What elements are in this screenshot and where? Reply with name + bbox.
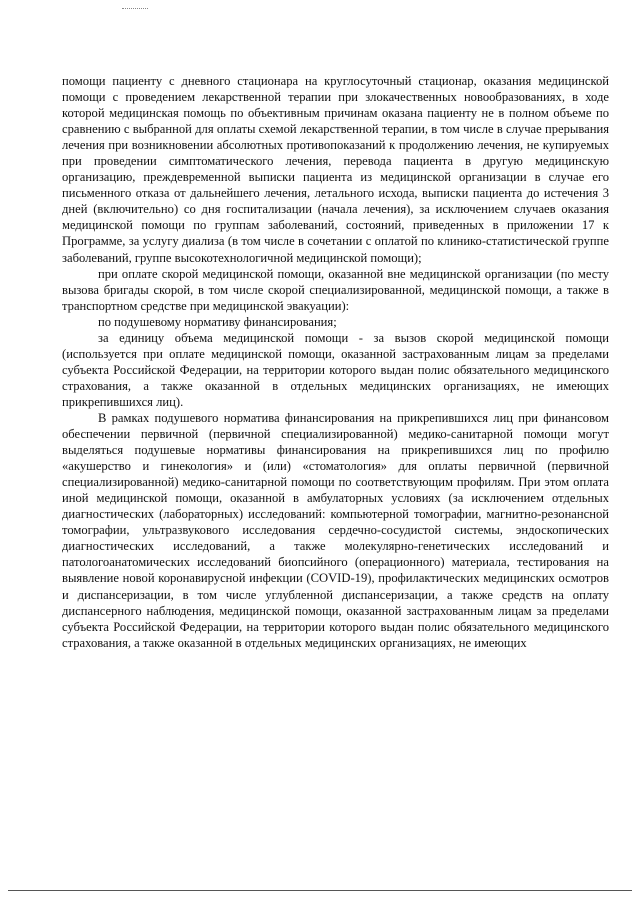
page-bottom-rule — [8, 890, 632, 891]
paragraph-per-capita-standard: В рамках подушевого норматива финансирования на прикрепившихся лиц при финансовом обеспечении первичной (первичной специализированной) медико-санитарной помощи могут выделяться подушевые нормативы финансирования на прикрепившихся лиц по профилю «акушерство и гинекология» и (или) «стоматология» для оплаты первичной (первичной специализированной) медико-санитарной помощи по соответствующим профилям. При этом оплата иной медицинской помощи, оказанной в амбулаторных условиях (за исключением отдельных диагностических (лабораторных) исследований: компьютерной томографии, магнитно-резонансной томографии, ультразвукового исследования сердечно-сосудистой системы, эндоскопических диагностических исследований, а также молекулярно-генетических исследований и патологоанатомических исследований биопсийного (операционного) материала, тестирования на выявление новой коронавирусной инфекции (COVID-19), профилактических медицинских осмотров и диспансеризации, в том числе углубленной диспансеризации, а также средств на оплату диспансерного наблюдения, медицинской помощи, оказанной застрахованным лицам за пределами субъекта Российской Федерации, на территории которого выдан полис обязательного медицинского страхования, а также оказанной в отдельных медицинских организациях, не имеющих — [62, 410, 609, 650]
paragraph-continuation: помощи пациенту с дневного стационара на круглосуточный стационар, оказания медицинской помощи с проведением лекарственной терапии при злокачественных новообразованиях, в ходе которой медицинская помощь по объективным причинам оказана пациенту не в полном объеме по сравнению с выбранной для оплаты схемой лекарственной терапии, в том числе в случае прерывания лечения при возникновении абсолютных противопоказаний к продолжению лечения, не купируемых при проведении симптоматического лечения, перевода пациента в другую медицинскую организацию, преждевременной выписки пациента из медицинской организации в случае его письменного отказа от дальнейшего лечения, летального исхода, выписки пациента до истечения 3 дней (включительно) со дня госпитализации (начала лечения), за исключением случаев оказания медицинской помощи по группам заболеваний, состояний, приведенных в приложении 17 к Программе, за услугу диализа (в том числе в сочетании с оплатой по клинико-статистической группе заболеваний, группе высокотехнологичной медицинской помощи); — [62, 74, 609, 265]
paragraph-unit-volume: за единицу объема медицинской помощи - за вызов скорой медицинской помощи (используется при оплате медицинской помощи, оказанной застрахованным лицам за пределами субъекта Российской Федерации, на территории которого выдан полис обязательного медицинского страхования, а также оказанной в отдельных медицинских организациях, не имеющих прикрепившихся лиц). — [62, 330, 609, 409]
scan-mark — [122, 8, 148, 10]
paragraph-ambulance-payment: при оплате скорой медицинской помощи, оказанной вне медицинской организации (по месту вызова бригады скорой, в том числе скорой специализированной, медицинской помощи, а также в транспортном средстве при медицинской эвакуации): — [62, 266, 609, 313]
paragraph-per-capita: по подушевому нормативу финансирования; — [98, 314, 337, 329]
document-body — [62, 73, 609, 651]
